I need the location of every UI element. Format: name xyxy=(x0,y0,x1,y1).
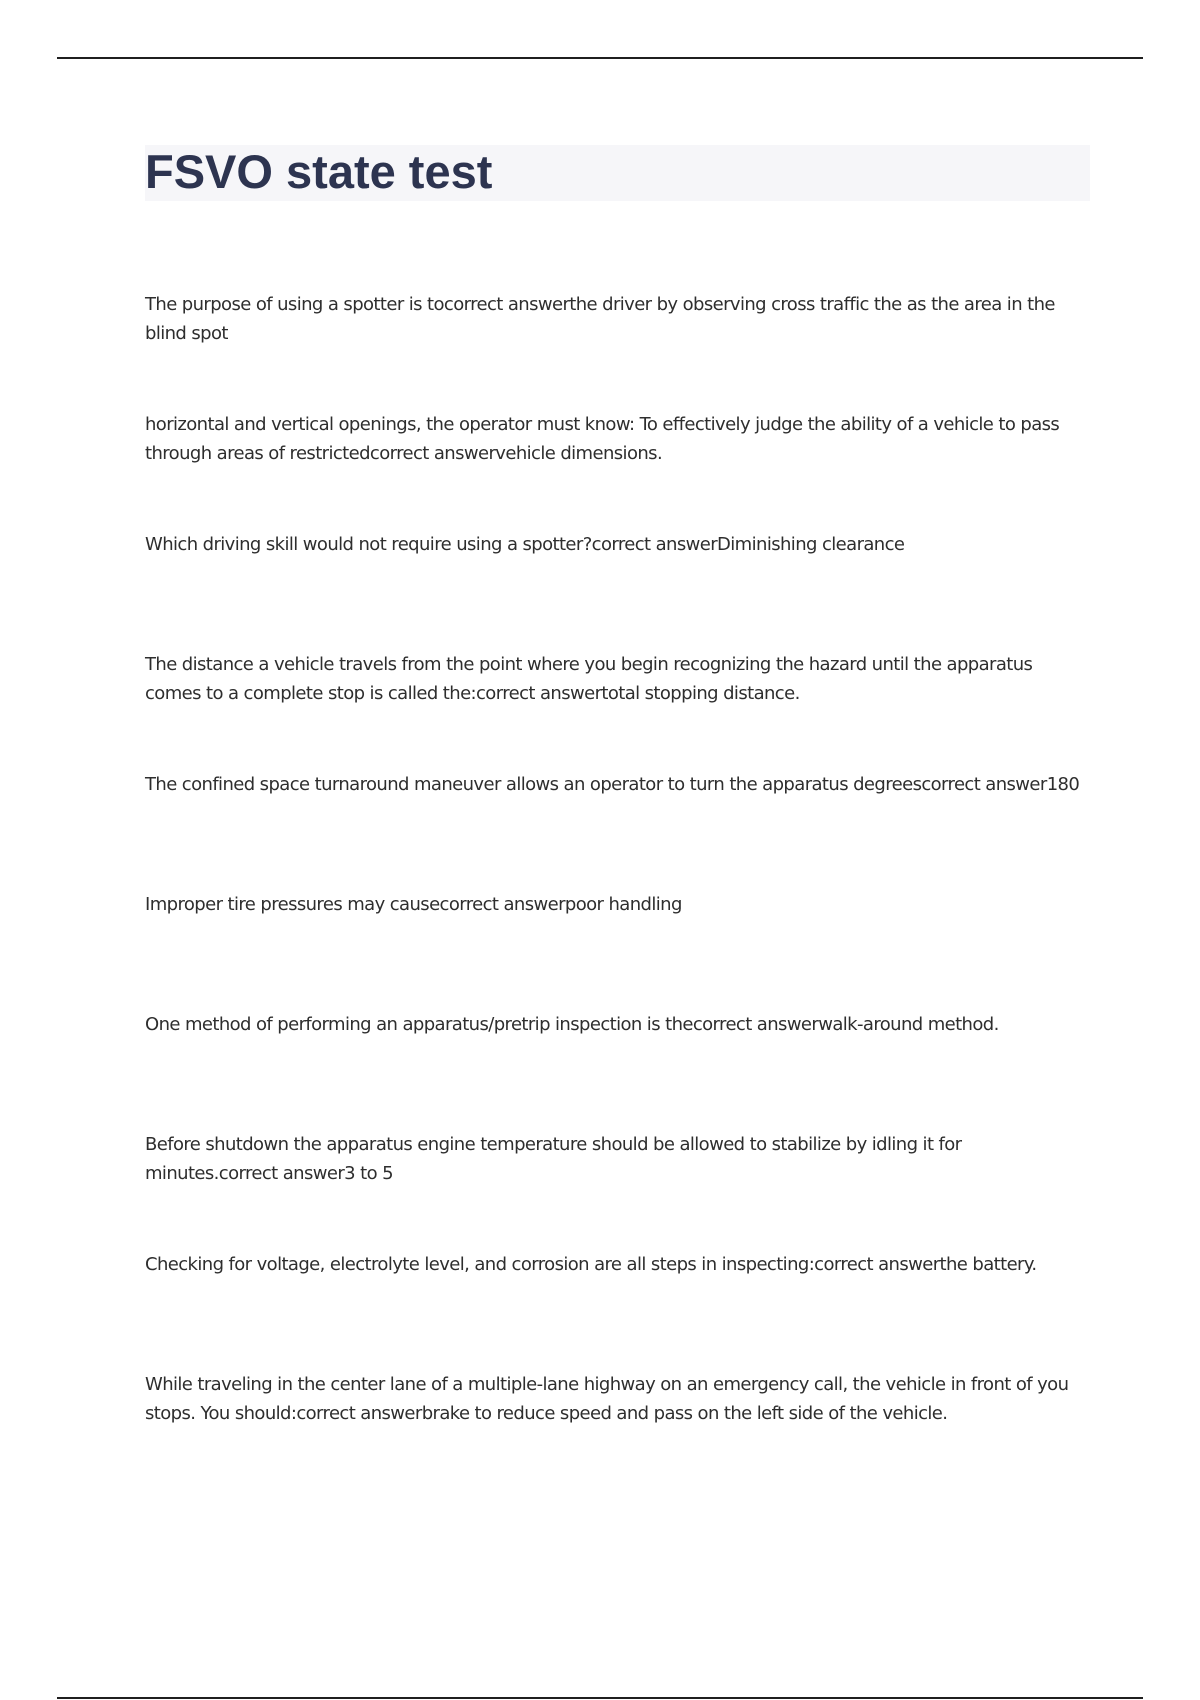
qa-text: The distance a vehicle travels from the point where you begin recognizing the hazard until the apparatus comes to a complete stop is called the:correct answertotal stopping distance. xyxy=(145,654,1033,704)
document-title: FSVO state test xyxy=(145,145,493,198)
qa-text: The confined space turnaround maneuver allows an operator to turn the apparatus degreescorrect answer180 xyxy=(145,774,1080,795)
bottom-divider xyxy=(57,1697,1143,1699)
qa-text: Which driving skill would not require using a spotter?correct answerDiminishing clearance xyxy=(145,534,905,555)
qa-text: Checking for voltage, electrolyte level, and corrosion are all steps in inspecting:correct answerthe battery. xyxy=(145,1254,1037,1275)
question-answer-list xyxy=(145,290,1090,1490)
qa-text: One method of performing an apparatus/pretrip inspection is thecorrect answerwalk-around method. xyxy=(145,1014,999,1035)
qa-text: The purpose of using a spotter is tocorrect answerthe driver by observing cross traffic the as the area in the blind spot xyxy=(145,294,1055,344)
qa-item-6 xyxy=(145,890,1090,1010)
qa-item-4 xyxy=(145,650,1090,770)
qa-text: Before shutdown the apparatus engine temperature should be allowed to stabilize by idling it for minutes.correct answer3 to 5 xyxy=(145,1134,962,1184)
qa-item-5 xyxy=(145,770,1090,890)
qa-item-3 xyxy=(145,530,1090,650)
qa-item-2 xyxy=(145,410,1090,530)
qa-text: While traveling in the center lane of a multiple-lane highway on an emergency call, the vehicle in front of you stops. You should:correct answerbrake to reduce speed and pass on the left side of the vehicle. xyxy=(145,1374,1069,1424)
qa-item-8 xyxy=(145,1130,1090,1250)
qa-item-9 xyxy=(145,1250,1090,1370)
top-divider xyxy=(57,57,1143,59)
qa-item-7 xyxy=(145,1010,1090,1130)
qa-item-10 xyxy=(145,1370,1090,1490)
qa-item-1 xyxy=(145,290,1090,410)
qa-text: horizontal and vertical openings, the operator must know: To effectively judge the ability of a vehicle to pass through areas of restrictedcorrect answervehicle dimensions. xyxy=(145,414,1060,464)
qa-text: Improper tire pressures may causecorrect answerpoor handling xyxy=(145,894,682,915)
